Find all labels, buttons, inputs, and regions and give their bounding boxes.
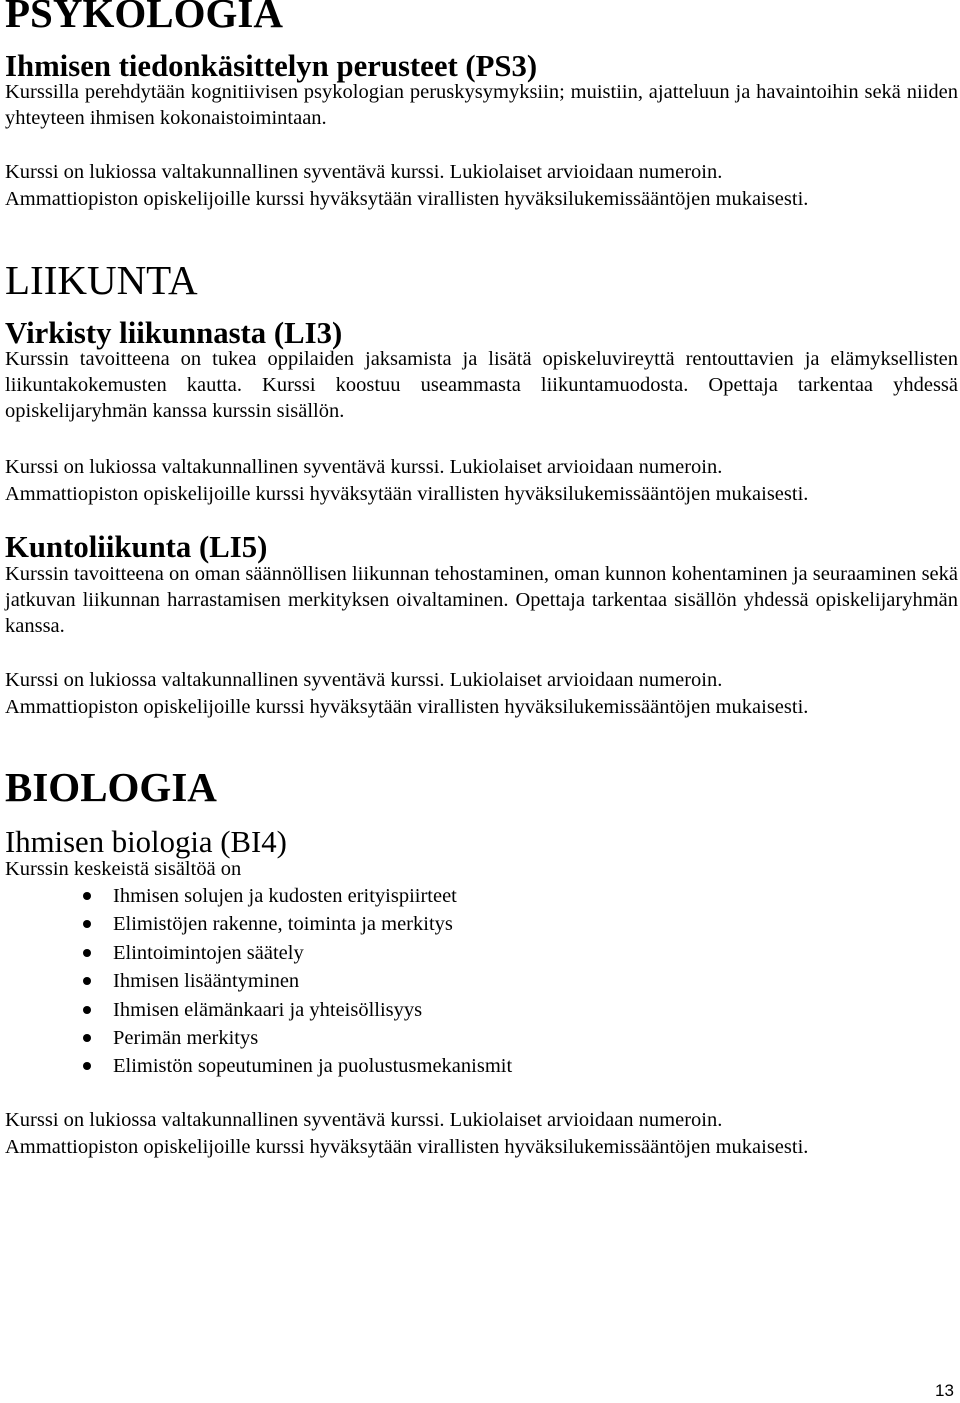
section-heading: PSYKOLOGIA xyxy=(5,0,283,36)
bullet-icon xyxy=(83,1034,91,1042)
list-item xyxy=(5,996,958,1024)
bullet-icon xyxy=(83,892,91,900)
list-item-text: Ihmisen elämänkaari ja yhteisöllisyys xyxy=(113,998,423,1021)
list-item-text: Ihmisen lisääntyminen xyxy=(113,970,300,993)
bullet-icon xyxy=(83,920,91,928)
list-item-text: Ihmisen solujen ja kudosten erityispiirteet xyxy=(113,885,457,907)
bullet-icon xyxy=(83,1062,91,1070)
course-title: Ihmisen biologia (BI4) xyxy=(5,825,287,859)
list-item-text: Elimistöjen rakenne, toiminta ja merkitys xyxy=(113,913,453,936)
list-item xyxy=(5,967,958,995)
list-item xyxy=(5,939,958,967)
bullet-icon xyxy=(83,977,91,985)
list-item-text: Elimistön sopeutuminen ja puolustusmekanismit xyxy=(113,1055,513,1078)
course-title: Virkisty liikunnasta (LI3) xyxy=(5,316,343,350)
list-item xyxy=(5,882,958,910)
course-description: Kurssilla perehdytään kognitiivisen psykologian peruskysymyksiin; muistiin, ajatteluun ja havaintoihin sekä niiden yhteyteen ihmisen kokonaistoimintaan. xyxy=(5,81,958,129)
page-number: 13 xyxy=(935,1381,954,1400)
course-vocational-line: Ammattiopiston opiskelijoille kurssi hyväksytään virallisten hyväksilukemissääntöjen mukaisesti. xyxy=(5,483,809,505)
bullet-icon xyxy=(83,949,91,957)
list-item xyxy=(5,1052,958,1080)
course-status-line: Kurssi on lukiossa valtakunnallinen syventävä kurssi. Lukiolaiset arvioidaan numeroin. xyxy=(5,161,723,183)
course-vocational-line: Ammattiopiston opiskelijoille kurssi hyväksytään virallisten hyväksilukemissääntöjen mukaisesti. xyxy=(5,696,809,718)
list-item-text: Perimän merkitys xyxy=(113,1026,259,1049)
topic-list xyxy=(5,882,958,1081)
course-status-line: Kurssi on lukiossa valtakunnallinen syventävä kurssi. Lukiolaiset arvioidaan numeroin. xyxy=(5,456,723,478)
list-item xyxy=(5,910,958,938)
course-title: Ihmisen tiedonkäsittelyn perusteet (PS3) xyxy=(5,49,538,83)
course-status-line: Kurssi on lukiossa valtakunnallinen syventävä kurssi. Lukiolaiset arvioidaan numeroin. xyxy=(5,669,723,691)
course-status-line: Kurssi on lukiossa valtakunnallinen syventävä kurssi. Lukiolaiset arvioidaan numeroin. xyxy=(5,1109,723,1131)
section-heading: LIIKUNTA xyxy=(5,257,198,303)
section-heading: BIOLOGIA xyxy=(5,764,217,810)
list-item xyxy=(5,1024,958,1052)
course-title: Kuntoliikunta (LI5) xyxy=(5,530,268,564)
bullet-icon xyxy=(83,1006,91,1014)
course-description: Kurssin tavoitteena on tukea oppilaiden jaksamista ja lisätä opiskeluvireyttä rentouttavien ja elämyksellisten liikuntakokemusten kautta. Kurssi koostuu useammasta liikuntamuodosta. Opettaja tarkentaa yhdessä opiskelijaryhmän kanssa kurssin sisällön. xyxy=(5,348,958,422)
course-vocational-line: Ammattiopiston opiskelijoille kurssi hyväksytään virallisten hyväksilukemissääntöjen mukaisesti. xyxy=(5,1136,809,1158)
course-description: Kurssin tavoitteena on oman säännöllisen liikunnan tehostaminen, oman kunnon kohentaminen ja seuraaminen sekä jatkuvan liikunnan harrastamisen merkityksen oivaltaminen. Opettaja tarkentaa sisällön yhdessä opiskelijaryhmän kanssa. xyxy=(5,563,958,637)
course-intro: Kurssin keskeistä sisältöä on xyxy=(5,858,242,880)
course-vocational-line: Ammattiopiston opiskelijoille kurssi hyväksytään virallisten hyväksilukemissääntöjen mukaisesti. xyxy=(5,188,809,210)
list-item-text: Elintoimintojen säätely xyxy=(113,941,304,964)
